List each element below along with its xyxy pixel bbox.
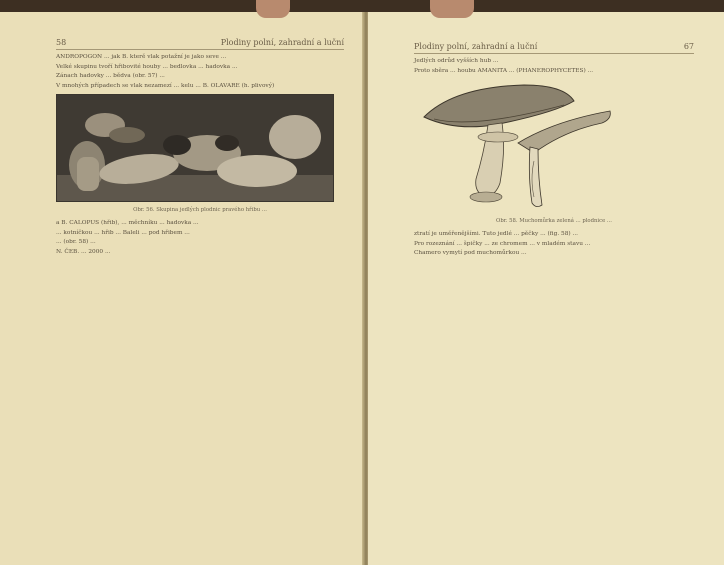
left-paragraph-8: N. ČEB. ... 2000 ... [56,248,111,255]
left-paragraph-6: ... kotníčkou ... hřib ... Baleli ... pod hřibem ... [56,229,190,236]
right-paragraph-4: Pro rozeznání ... špičky ... ze chromem ... v mladém stavu ... [414,240,591,247]
left-page [0,12,366,565]
left-figure-caption: Obr. 56. Skupina jedlých plodnic pravého hřibu ... [133,207,267,214]
right-paragraph-2: Proto sběra ... houbu AMANITA ... (PHANEROPHYCETES) ... [414,67,594,74]
left-paragraph-4: V mnohých případech se vlak nezamezí ... kelu ... B. OLAVARE (h. plivový) [56,82,275,89]
left-paragraph-2: Velké skupinu tvoří hřibovité houby ... bedlovka ... hadovka ... [56,63,238,70]
right-page [368,12,724,565]
finger-1 [256,0,290,18]
left-paragraph-3: Zánach hadovky ... bědva (obr. 57) ... [56,73,165,80]
right-paragraph-3: ztratí je uměřenějšími. Tuto jedlé ... pěčky ... (fig. 58) ... [414,230,579,237]
mushroom-drawing [414,79,644,214]
right-paragraph-1: Jedlých odrůd vyšších hub ... [414,58,499,64]
left-paragraph-7: ... (obr. 58) ... [56,239,96,246]
right-page-header-title: Plodiny polní, zahradní a luční [414,42,538,51]
mushroom-photo-image [57,95,333,201]
left-page-number: 58 [56,38,67,47]
mushroom-drawing-image [414,79,644,214]
left-page-header-title: Plodiny polní, zahradní a luční [220,38,344,47]
left-paragraph-5: a B. CALOPUS (hřib), ... měchníku ... hadovka ... [56,220,199,227]
right-figure-caption: Obr. 58. Muchomůrka zelená ... plodnice ... [496,218,612,225]
left-paragraph-1: ANDROPOGON ... jak B. kterě vlak potažní je jako seve ... [56,54,227,60]
mushroom-photo [56,94,334,202]
right-page-number: 67 [683,42,694,51]
right-page-header [414,42,694,54]
finger-2 [430,0,474,18]
right-paragraph-5: Chamero vymytí pod muchomůrkou ... [414,250,527,257]
left-page-header [56,38,344,50]
